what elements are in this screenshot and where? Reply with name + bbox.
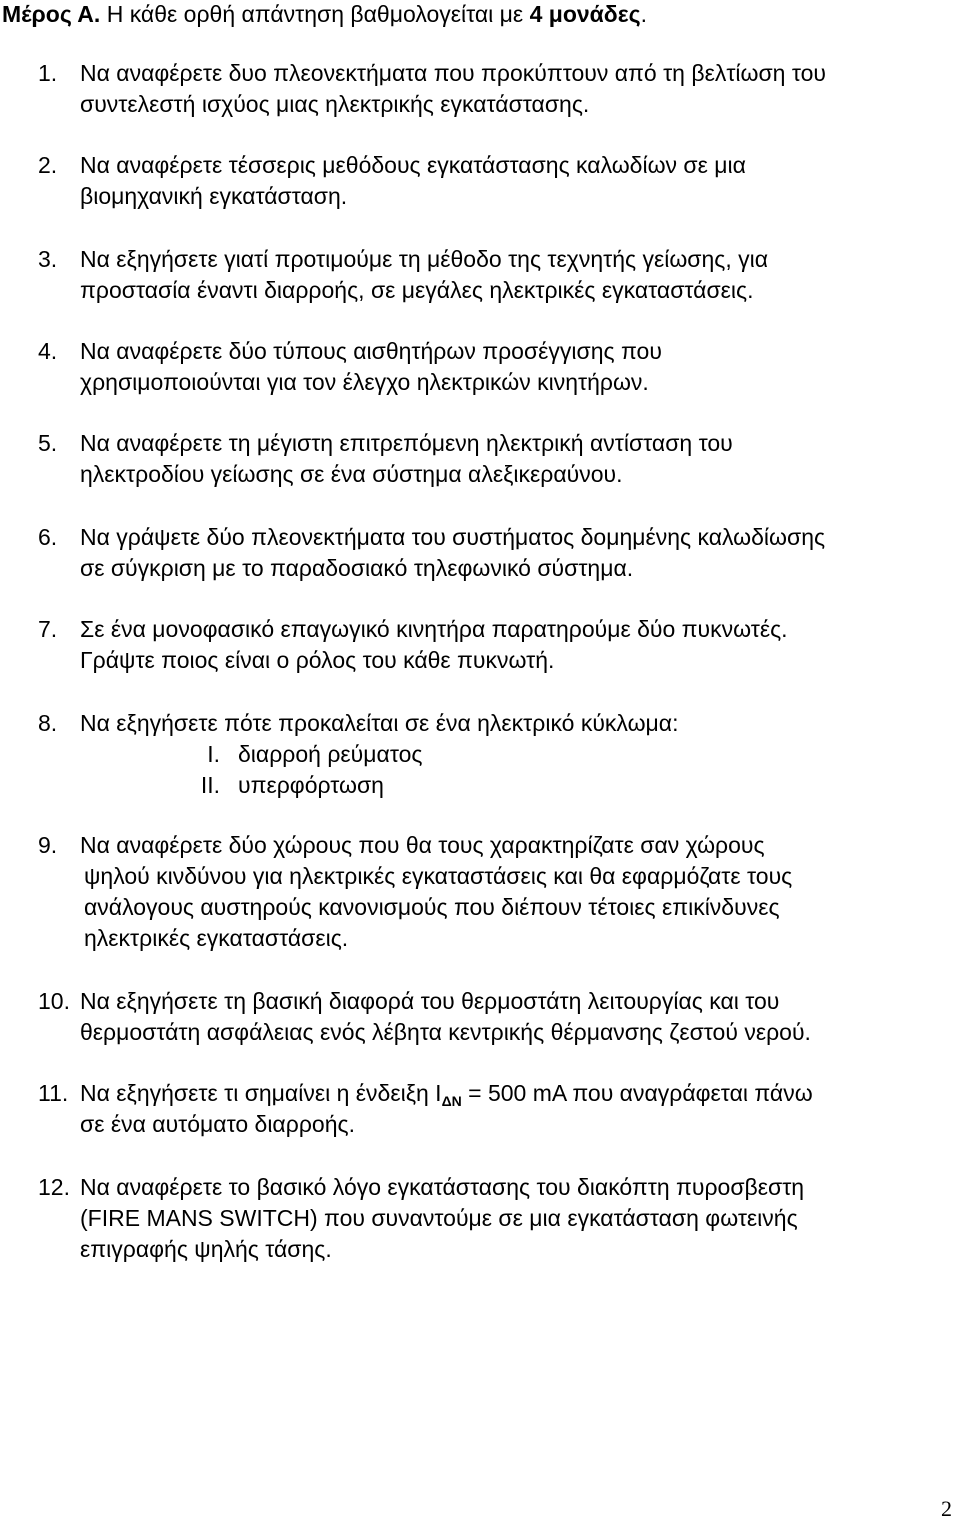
question-number: 3. — [38, 246, 58, 272]
page-number: 2 — [941, 1496, 952, 1521]
question-text-line: Να γράψετε δύο πλεονεκτήματα του συστήματος δομημένης καλωδίωσης — [80, 524, 826, 550]
question-number: 4. — [38, 338, 58, 364]
question-text-line: Να εξηγήσετε τη βασική διαφορά του θερμοστάτη λειτουργίας και του — [80, 988, 780, 1014]
section-part-label: Μέρος Α. — [2, 1, 101, 27]
instructions-text: Η κάθε ορθή απάντηση βαθμολογείται με — [106, 1, 530, 27]
subitem-number: I. — [207, 741, 220, 767]
question-number: 6. — [38, 524, 58, 550]
question-text-line: Να αναφέρετε δύο τύπους αισθητήρων προσέγγισης που — [80, 338, 662, 364]
question-text-line: ανάλογους αυστηρούς κανονισμούς που διέπουν τέτοιες επικίνδυνες — [84, 894, 780, 920]
points-value: 4 μονάδες — [529, 1, 641, 27]
question-number: 1. — [38, 60, 58, 86]
question-text-line: ηλεκτρικές εγκαταστάσεις. — [84, 925, 349, 951]
question-text-line: Σε ένα μονοφασικό επαγωγικό κινητήρα παρατηρούμε δύο πυκνωτές. — [80, 616, 788, 642]
section-header — [2, 0, 647, 28]
question-number: 8. — [38, 710, 58, 736]
question-text-line: ψηλού κινδύνου για ηλεκτρικές εγκαταστάσεις και θα εφαρμόζατε τους — [84, 863, 793, 889]
question-number: 12. — [38, 1174, 70, 1200]
question-text-part: = 500 mA που αναγράφεται πάνω — [461, 1080, 813, 1106]
question-text-line: βιομηχανική εγκατάσταση. — [80, 183, 348, 209]
question-number: 10. — [38, 988, 70, 1014]
subitem-text: υπερφόρτωση — [238, 772, 384, 798]
question-text-line: Να αναφέρετε τη μέγιστη επιτρεπόμενη ηλεκτρική αντίσταση του — [80, 430, 733, 456]
question-text-line: σε ένα αυτόματο διαρροής. — [80, 1111, 355, 1137]
question-text-line: θερμοστάτη ασφάλειας ενός λέβητα κεντρικής θέρμανσης ζεστού νερού. — [80, 1019, 811, 1045]
question-number: 11. — [38, 1080, 69, 1106]
question-number: 7. — [38, 616, 58, 642]
question-text-line: συντελεστή ισχύος μιας ηλεκτρικής εγκατάστασης. — [80, 91, 590, 117]
question-number: 9. — [38, 832, 58, 858]
question-text-line: ηλεκτροδίου γείωσης σε ένα σύστημα αλεξικεραύνου. — [80, 461, 623, 487]
instructions-end: . — [640, 1, 648, 27]
question-text-line: Να εξηγήσετε πότε προκαλείται σε ένα ηλεκτρικό κύκλωμα: — [80, 710, 679, 736]
question-text-line: Γράψτε ποιος είναι ο ρόλος του κάθε πυκνωτή. — [80, 647, 555, 673]
question-text-part: Να εξηγήσετε τι σημαίνει η ένδειξη I — [80, 1080, 442, 1106]
question-number: 2. — [38, 152, 58, 178]
question-text-line: επιγραφής ψηλής τάσης. — [80, 1236, 332, 1262]
question-text-line: Να αναφέρετε τέσσερις μεθόδους εγκατάστασης καλωδίων σε μια — [80, 152, 746, 178]
subitem-text: διαρροή ρεύματος — [238, 741, 423, 767]
question-text-line: (FIRE MANS SWITCH) που συναντούμε σε μια εγκατάσταση φωτεινής — [80, 1205, 798, 1231]
question-text-line: χρησιμοποιούνται για τον έλεγχο ηλεκτρικών κινητήρων. — [80, 369, 649, 395]
question-text-line: σε σύγκριση με το παραδοσιακό τηλεφωνικό σύστημα. — [80, 555, 634, 581]
question-text-line: Να αναφέρετε το βασικό λόγο εγκατάστασης του διακόπτη πυροσβεστη — [80, 1174, 805, 1200]
question-text-line: Να αναφέρετε δυο πλεονεκτήματα που προκύπτουν από τη βελτίωση του — [80, 60, 826, 86]
question-text-line: Να εξηγήσετε γιατί προτιμούμε τη μέθοδο της τεχνητής γείωσης, για — [80, 246, 769, 272]
question-text-line: προστασία έναντι διαρροής, σε μεγάλες ηλεκτρικές εγκαταστάσεις. — [80, 277, 754, 303]
question-text-line: Να αναφέρετε δύο χώρους που θα τους χαρακτηρίζατε σαν χώρους — [80, 832, 765, 858]
section-instructions — [107, 1, 647, 27]
subitem-number: II. — [200, 772, 220, 798]
current-subscript: ΔN — [441, 1093, 462, 1109]
question-number: 5. — [38, 430, 58, 456]
